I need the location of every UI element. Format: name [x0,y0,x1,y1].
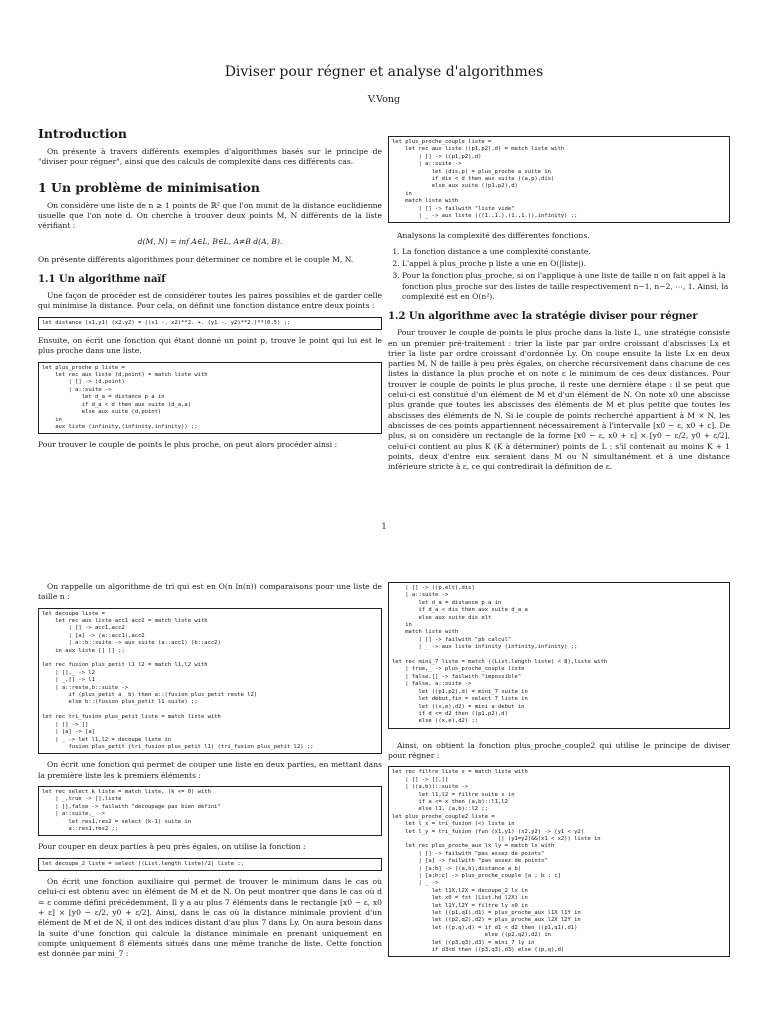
code-mini-7: | [] -> ((p,elt),dis) | a::suite -> let d_a = distance p a in if d_a < dis then aux suite d_a a else aux suite dis elt in match liste with | [] -> failwith "pb calcul" | _ -> aux liste infinity (infinity,infinity) ;; let rec mini_7 liste = match ((List.length liste) < 8),liste with | true,_ -> plus_proche_couple liste | false,[] -> failwith "impossible" | false, a::suite -> let ((p1,p2),d) = mini_7 suite in let debut,fin = select 7 liste in let ((x,e),d2) = mini a debut in if d <= d2 then ((p1,p2),d) else ((x,e),d2) ;; [388,582,730,729]
list-item: 2. L'appel à plus_proche p liste a une en O(|liste|). [402,259,730,269]
min-distance-formula: d(M, N) = inf A∈L, B∈L, A≠B d(A, B). [137,237,283,247]
section-1-2-paragraph: Pour trouver le couple de points le plus proche dans la liste L, une stratégie consiste en un premier pré-traitement : trier la liste par par ordre croissant d'abscisses Lx et trier la liste par ordre croissant d'ordonnée Ly. On coupe ensuite la liste Lx en deux parties M, N de taille à peu près égales, on cherche récursivement dans chacune de ces listes la distance la plus proche et on note ε le minimum de ces deux distances. Pour trouver le couple de points le plus proche, il reste une dernière étape : il se peut que celui-ci est constitué d'un élément de M et d'un élément de N. On note x0 une abscisse plus grande que toutes les abscisses des éléments de M et plus petite que toutes les abscisses des éléments de N. Si le couple de points recherché appartient à M × N, les abscisses de ces points appartiennent nécessairement à l'intervalle [x0 − ε, x0 + ε]. De plus, si on considère un rectangle de la forme [x0 − ε, x0 + ε] × [y0 − ε/2, y0 + ε/2], celui-ci contient au plus K (K à déterminer) points de L : s'il contenait au moins K + 1 points, deux d'entre eux seraient dans M ou N simultanément et à une distance inférieure stricte à ε, ce qui contredirait la définition de ε. [388,328,730,472]
analysis-intro: Analysons la complexité des différentes fonctions. [397,231,590,241]
right-column-page-1 [388,136,730,477]
list-item: 1. La fonction distance a une complexité constante. [402,247,730,257]
section-1-1-paragraph-2: Ensuite, on écrit une fonction qui étant donné un point p, trouve le point qui lui est le plus proche dans une liste. [38,336,382,356]
section-1-heading: 1 Un problème de minimisation [38,179,260,195]
section-1-1-paragraph-3: Pour trouver le couple de points le plus proche, on peut alors procéder ainsi : [38,440,338,450]
paper-author: V.Vong [367,94,401,105]
left-column-page-2 [38,582,382,964]
split-intro-paragraph: On écrit une fonction qui permet de couper une liste en deux parties, en mettant dans la première liste les k premiers éléments : [38,760,382,780]
code-decoupe-2: let decoupe_2 liste = select ((List.length liste)/2) liste ;; [38,858,382,871]
section-1-1-heading: 1.1 Un algorithme naïf [38,274,166,286]
sort-intro-paragraph: On rappelle un algorithme de tri qui est en O(n ln(n)) comparaisons pour une liste de taille n : [38,582,382,602]
intro-heading: Introduction [38,126,128,141]
intro-paragraph: On présente à travers différents exemples d'algorithmes basés sur le principe de "diviser pour régner", ainsi que des calculs de complexité dans ces différents cas. [38,147,382,167]
code-plus-proche: let plus_proche p liste = let rec aux liste (d,point) = match liste with | [] -> (d,point) | a::suite -> let d_a = distance p a in if d_a < d then aux suite (d_a,a) else aux suite (d,point) in aux liste (infinity,(infinity,infinity)) ;; [38,362,382,435]
code-tri-fusion: let decoupe liste = let rec aux liste acc1 acc2 = match liste with | [] -> acc1,acc2 | [a] -> (a::acc1),acc2 | a::b::suite -> aux suite (a::acc1) (b::acc2) in aux liste [] [] ;; let rec fusion plus_petit l1 l2 = match l1,l2 with | [],_ -> l2 | _,[] -> l1 | a::reste,b::suite -> if (plus_petit a b) then a::(fusion plus_petit reste l2) else b::(fusion plus_petit l1 suite) ;; let rec tri_fusion plus_petit liste = match liste with | [] -> [] | [a] -> [a] | _ -> let l1,l2 = decoupe liste in fusion plus_petit (tri_fusion plus_petit l1) (tri_fusion plus_petit l2) ;; [38,608,382,755]
paper-page-2 [0,560,768,1024]
mini-7-paragraph: On écrit une fonction auxiliaire qui permet de trouver le minimum dans le cas où celui-ci est obtenu avec un élément de M et de N. On peut montrer que dans le cas où d = ε comme défini précédemment, Il y a au plus 7 éléments dans le rectangle [x0 − ε, x0 + ε] × [y0 − ε/2, y0 + ε/2]. Ainsi, dans le cas où la distance minimale provient d'un élément de M et de N, il ont des indices distant d'au plus 7 dans Ly. On aura besoin dans la suite d'une fonction qui calcule la distance minimale en prenant uniquement en compte uniquement 8 éléments situés dans une même tranche de liste. Cette fonction est donnée par mini_7 : [38,877,382,959]
complexity-list [388,247,730,302]
list-item: 3. Pour la fonction plus_proche, si on l'applique à une liste de taille n on fait appel à la fonction plus_proche sur des listes de taille respectivement n−1, n−2, ⋯, 1. Ainsi, la complexité est en O(n²). [402,271,730,302]
code-plus-proche-couple2: let rec filtre liste x = match liste with | [] -> [],[] | ((a,b))::suite -> let l1,l2 = filtre suite x in if a <= x then (a,b)::l1,l2 else l1, (a,b)::l2 ;; let plus_proche_couple2 liste = let l_x = tri_fusion (<) liste in let l_y = tri_fusion (fun (x1,y1) (x2,y2) -> (y1 < y2) || (y1=y2)&&(x1 < x2)) liste in let rec plus_proche_aux lx ly = match lx with | [] -> failwith "pas assez de points" | [a] -> failwith "pas assez de points" | [a;b] -> ((a,b),distance a b) | [a;b;c] -> plus_proche_couple [a ; b ; c] | _ -> let l1X,l2X = decoupe_2 lx in let x0 = fst (List.hd l2X) in let l1Y,l2Y = filtre ly x0 in let ((p1,q1),d1) = plus_proche_aux l1X l1Y in let ((p2,q2),d2) = plus_proche_aux l2X l2Y in let ((p,q),d) = if d1 < d2 then ((p1,q1),d1) else ((p2,q2),d2) in let ((p3,q3),d3) = mini_7 ly in if d3<d then ((p3,q3),d3) else ((p,q),d) [388,766,730,957]
page-separator [0,548,768,560]
page-number: 1 [381,522,387,531]
halves-intro-paragraph: Pour couper en deux parties à peu près égales, on utilise la fonction : [38,842,306,852]
code-plus-proche-couple: let plus_proche_couple liste = let rec aux liste ((p1,p2),d) = match liste with | [] -> ((p1,p2),d) | a::suite -> let (dis,p) = plus_proche a suite in if dis < d then aux suite ((a,p),dis) else aux suite ((p1,p2),d) in match liste with | [] -> failwith "liste vide" | _ -> aux liste (((1.,1.),(1.,1.)),infinity) ;; [388,136,730,223]
code-select: let rec select k liste = match liste, (k <= 0) with | _,true -> [],liste | [],false -> failwith "decoupage pas bien défini" | a::suite,_ -> let res1,res2 = select (k-1) suite in a::res1,res2 ;; [38,786,382,836]
paper-title: Diviser pour régner et analyse d'algorithmes [224,64,544,80]
section-1-paragraph: On considère une liste de n ≥ 1 points de ℝ² que l'on munit de la distance euclidienne usuelle que l'on note d. On cherche à trouver deux points M, N différents de la liste vérifiant : [38,200,382,231]
left-column-page-1 [38,126,382,456]
plus-proche-couple2-paragraph: Ainsi, on obtient la fonction plus_proche_couple2 qui utilise le principe de diviser pour régner : [388,740,730,761]
code-distance: let distance (x1,y1) (x2,y2) = ((x1 -. x2)**2. +. (y1 -. y2)**2.)**(0.5) ;; [38,317,382,330]
section-1-1-paragraph: Une façon de procéder est de considérer toutes les paires possibles et de garder celle qui minimise la distance. Pour cela, on définit une fonction distance entre deux points : [38,291,382,311]
section-1-paragraph-2: On présente différents algorithmes pour déterminer ce nombre et le couple M, N. [38,254,354,264]
section-1-2-heading: 1.2 Un algorithme avec la stratégie diviser pour régner [388,311,698,323]
right-column-page-2 [388,582,730,963]
